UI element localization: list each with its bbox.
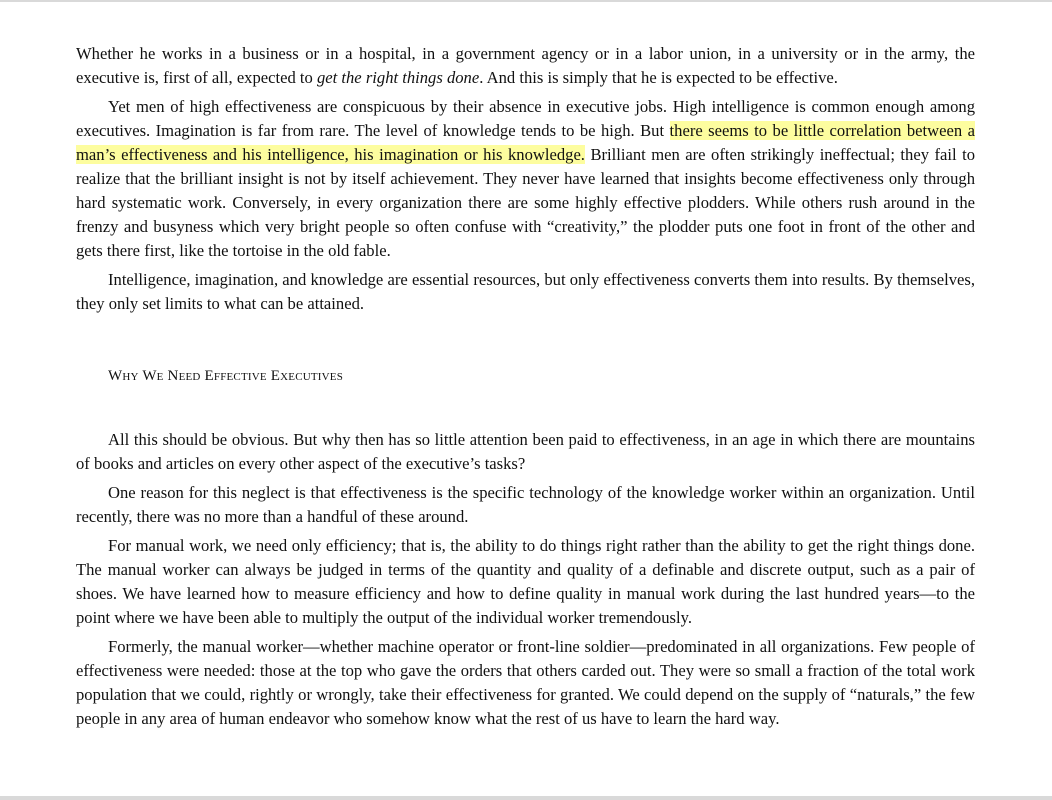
paragraph-2-text-b: Brilliant men are often strikingly ineffectual; they fail to realize that the brilliant insight is not by itself achievement. They never have learned that insights become effectiveness only through hard systematic work. Conversely, in every organization there are some highly effective plodders. While others rush around in the frenzy and busyness which very bright people so often confuse with “creativity,” the plodder puts one foot in front of the other and gets there first, like the tortoise in the old fable. bbox=[76, 145, 975, 260]
paragraph-1-text-a: Whether he works in a business or in a hospital, in a government agency or in a labor union, in a university or in the army, the executive is, first of all, expected to bbox=[76, 44, 975, 87]
paragraph-7: Formerly, the manual worker—whether machine operator or front-line soldier—predominated in all organizations. Few people of effectiveness were needed: those at the top who gave the orders that others carded out. They were so small a fraction of the total work population that we could, rightly or wrongly, take their effectiveness for granted. We could depend on the supply of “naturals,” the few people in any area of human endeavor who somehow know what the rest of us have to learn the hard way. bbox=[76, 637, 975, 728]
paragraph-3: Intelligence, imagination, and knowledge are essential resources, but only effectiveness converts them into results. By themselves, they only set limits to what can be attained. bbox=[76, 270, 975, 313]
paragraph-6: For manual work, we need only efficiency; that is, the ability to do things right rather than the ability to get the right things done. The manual worker can always be judged in terms of the quantity and quality of a definable and discrete output, such as a pair of shoes. We have learned how to measure efficiency and how to define quality in manual work during the last hundred years—to the point where we have been able to multiply the output of the individual worker tremendously. bbox=[76, 536, 975, 627]
document-page bbox=[76, 42, 975, 736]
highlighted-passage[interactable]: there seems to be little correlation between a man’s effectiveness and his intelligence, his imagination or his knowledge. bbox=[76, 121, 975, 164]
section-heading: Why We Need Effective Executives bbox=[108, 368, 344, 384]
paragraph-4: All this should be obvious. But why then has so little attention been paid to effectiveness, in an age in which there are mountains of books and articles on every other aspect of the executive’s tasks? bbox=[76, 430, 975, 473]
paragraph-1 bbox=[76, 42, 975, 90]
paragraph-1-text-b: . And this is simply that he is expected to be effective. bbox=[479, 68, 838, 87]
paragraph-2 bbox=[76, 95, 975, 263]
paragraph-2-text-a: Yet men of high effectiveness are conspicuous by their absence in executive jobs. High intelligence is common enough among executives. Imagination is far from rare. The level of knowledge tends to be high. But bbox=[76, 97, 975, 140]
bottom-divider bbox=[0, 796, 1052, 800]
paragraph-5: One reason for this neglect is that effectiveness is the specific technology of the knowledge worker within an organization. Until recently, there was no more than a handful of these around. bbox=[76, 483, 975, 526]
top-divider bbox=[0, 0, 1052, 2]
paragraph-1-italic: get the right things done bbox=[316, 68, 480, 87]
